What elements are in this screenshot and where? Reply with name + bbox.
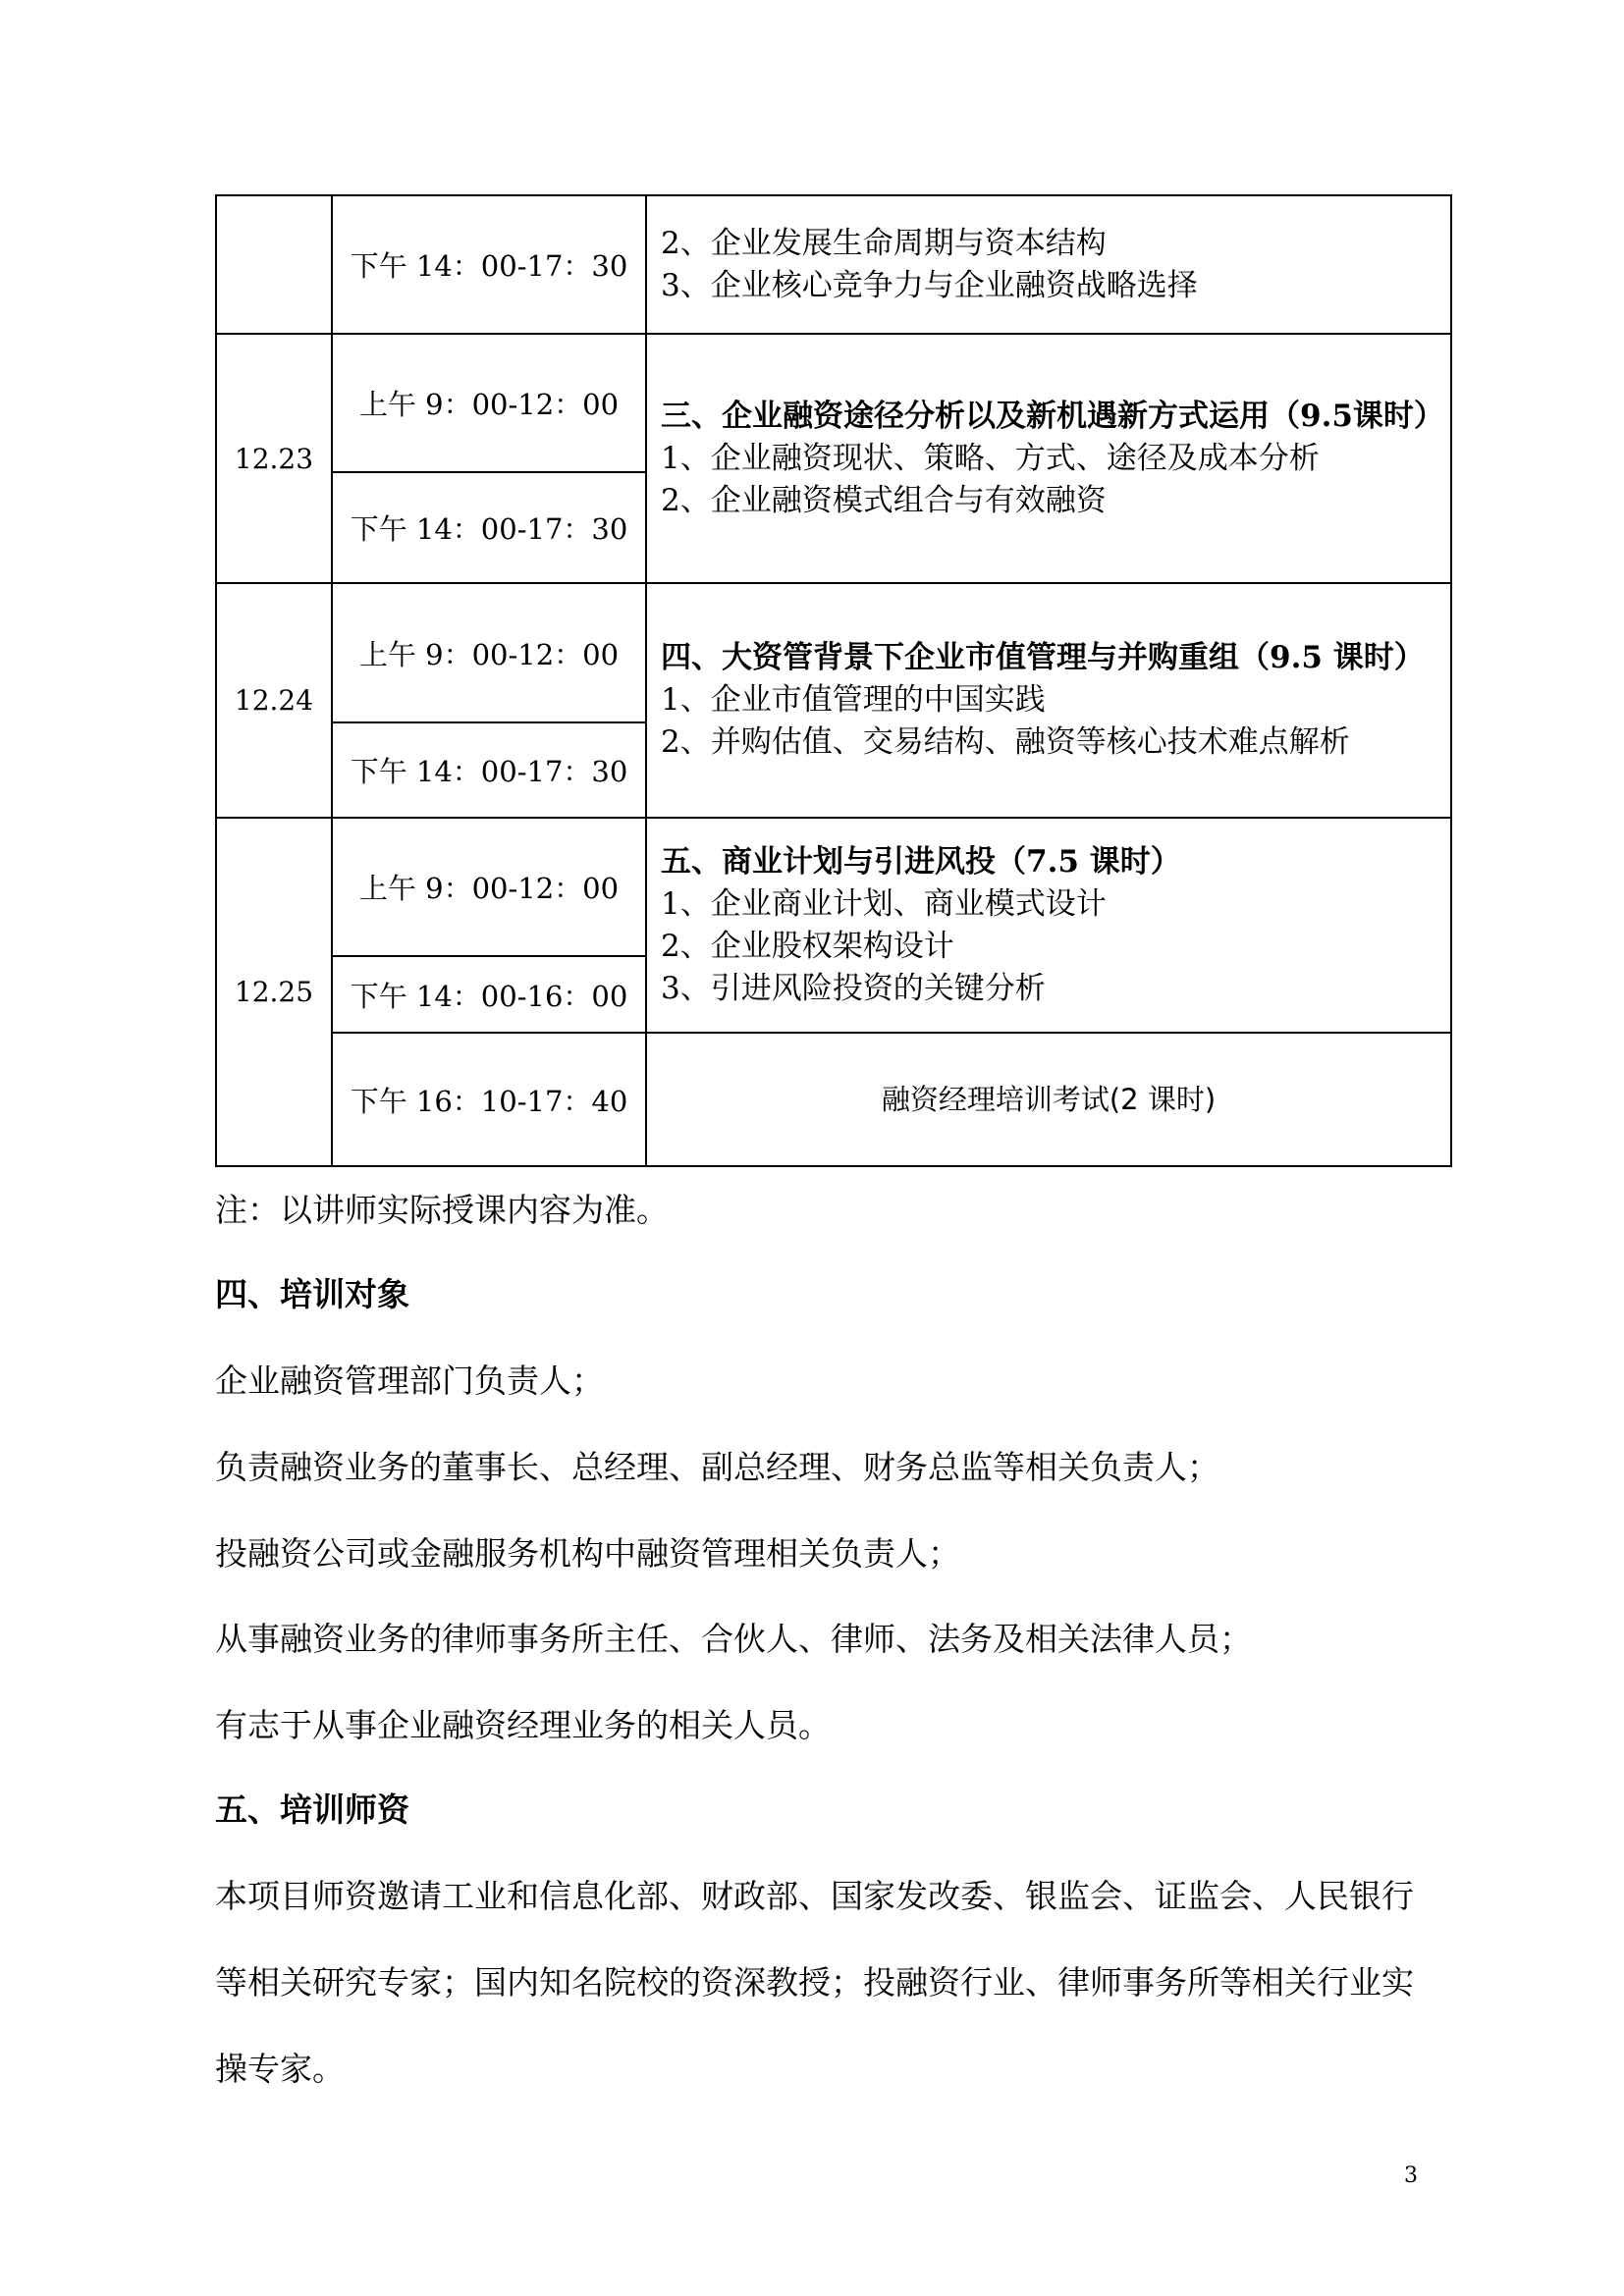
time-cell: 上午 9：00-12：00 [332, 583, 646, 722]
content-line: 1、企业市值管理的中国实践 [661, 682, 1046, 718]
section4-heading: 四、培训对象 [215, 1275, 409, 1313]
table-row [216, 195, 1451, 334]
date-cell: 12.23 [216, 334, 332, 583]
content-line: 2、并购估值、交易结构、融资等核心技术难点解析 [661, 724, 1350, 760]
content-cell [646, 818, 1451, 1033]
content-cell [646, 334, 1451, 583]
list-item: 投融资公司或金融服务机构中融资管理相关负责人； [215, 1534, 960, 1573]
time-cell: 下午 14：00-17：30 [332, 472, 646, 583]
time-cell: 上午 9：00-12：00 [332, 818, 646, 956]
schedule-table [215, 194, 1452, 1167]
section5-paragraph: 本项目师资邀请工业和信息化部、财政部、国家发改委、银监会、证监会、人民银行等相关研究专家；国内知名院校的资深教授；投融资行业、律师事务所等相关行业实操专家。 [215, 1877, 1414, 2088]
content-line: 3、企业核心竞争力与企业融资战略选择 [661, 267, 1198, 303]
table-row [216, 818, 1451, 956]
table-row [216, 1033, 1451, 1166]
content-line: 1、企业融资现状、策略、方式、途径及成本分析 [661, 440, 1320, 476]
date-cell [216, 195, 332, 334]
time-cell: 上午 9：00-12：00 [332, 334, 646, 472]
content-line: 2、企业股权架构设计 [661, 928, 954, 964]
time-cell: 下午 14：00-17：30 [332, 722, 646, 818]
content-heading: 五、商业计划与引进风投（7.5 课时） [661, 843, 1181, 880]
list-item: 企业融资管理部门负责人； [215, 1362, 604, 1400]
date-cell: 12.25 [216, 818, 332, 1166]
note: 注：以讲师实际授课内容为准。 [215, 1191, 669, 1229]
content-line: 3、引进风险投资的关键分析 [661, 970, 1046, 1006]
content-line: 2、企业融资模式组合与有效融资 [661, 482, 1107, 518]
section5-heading: 五、培训师资 [215, 1790, 409, 1829]
content-line: 1、企业商业计划、商业模式设计 [661, 885, 1107, 922]
table-row [216, 583, 1451, 722]
time-cell: 下午 16：10-17：40 [332, 1033, 646, 1166]
content-heading: 四、大资管背景下企业市值管理与并购重组（9.5 课时） [661, 640, 1425, 675]
content-heading: 三、企业融资途径分析以及新机遇新方式运用（9.5课时） [661, 398, 1444, 434]
content-cell [646, 195, 1451, 334]
date-cell: 12.24 [216, 583, 332, 818]
time-cell: 下午 14：00-17：30 [332, 195, 646, 334]
list-item: 从事融资业务的律师事务所主任、合伙人、律师、法务及相关法律人员； [215, 1620, 1252, 1658]
table-row [216, 334, 1451, 472]
content-line: 2、企业发展生命周期与资本结构 [661, 225, 1107, 261]
list-item: 有志于从事企业融资经理业务的相关人员。 [215, 1706, 831, 1744]
list-item: 负责融资业务的董事长、总经理、副总经理、财务总监等相关负责人； [215, 1448, 1219, 1486]
time-cell: 下午 14：00-16：00 [332, 956, 646, 1033]
exam-cell: 融资经理培训考试(2 课时) [646, 1033, 1451, 1166]
page-number: 3 [1404, 2163, 1418, 2188]
content-cell [646, 583, 1451, 818]
